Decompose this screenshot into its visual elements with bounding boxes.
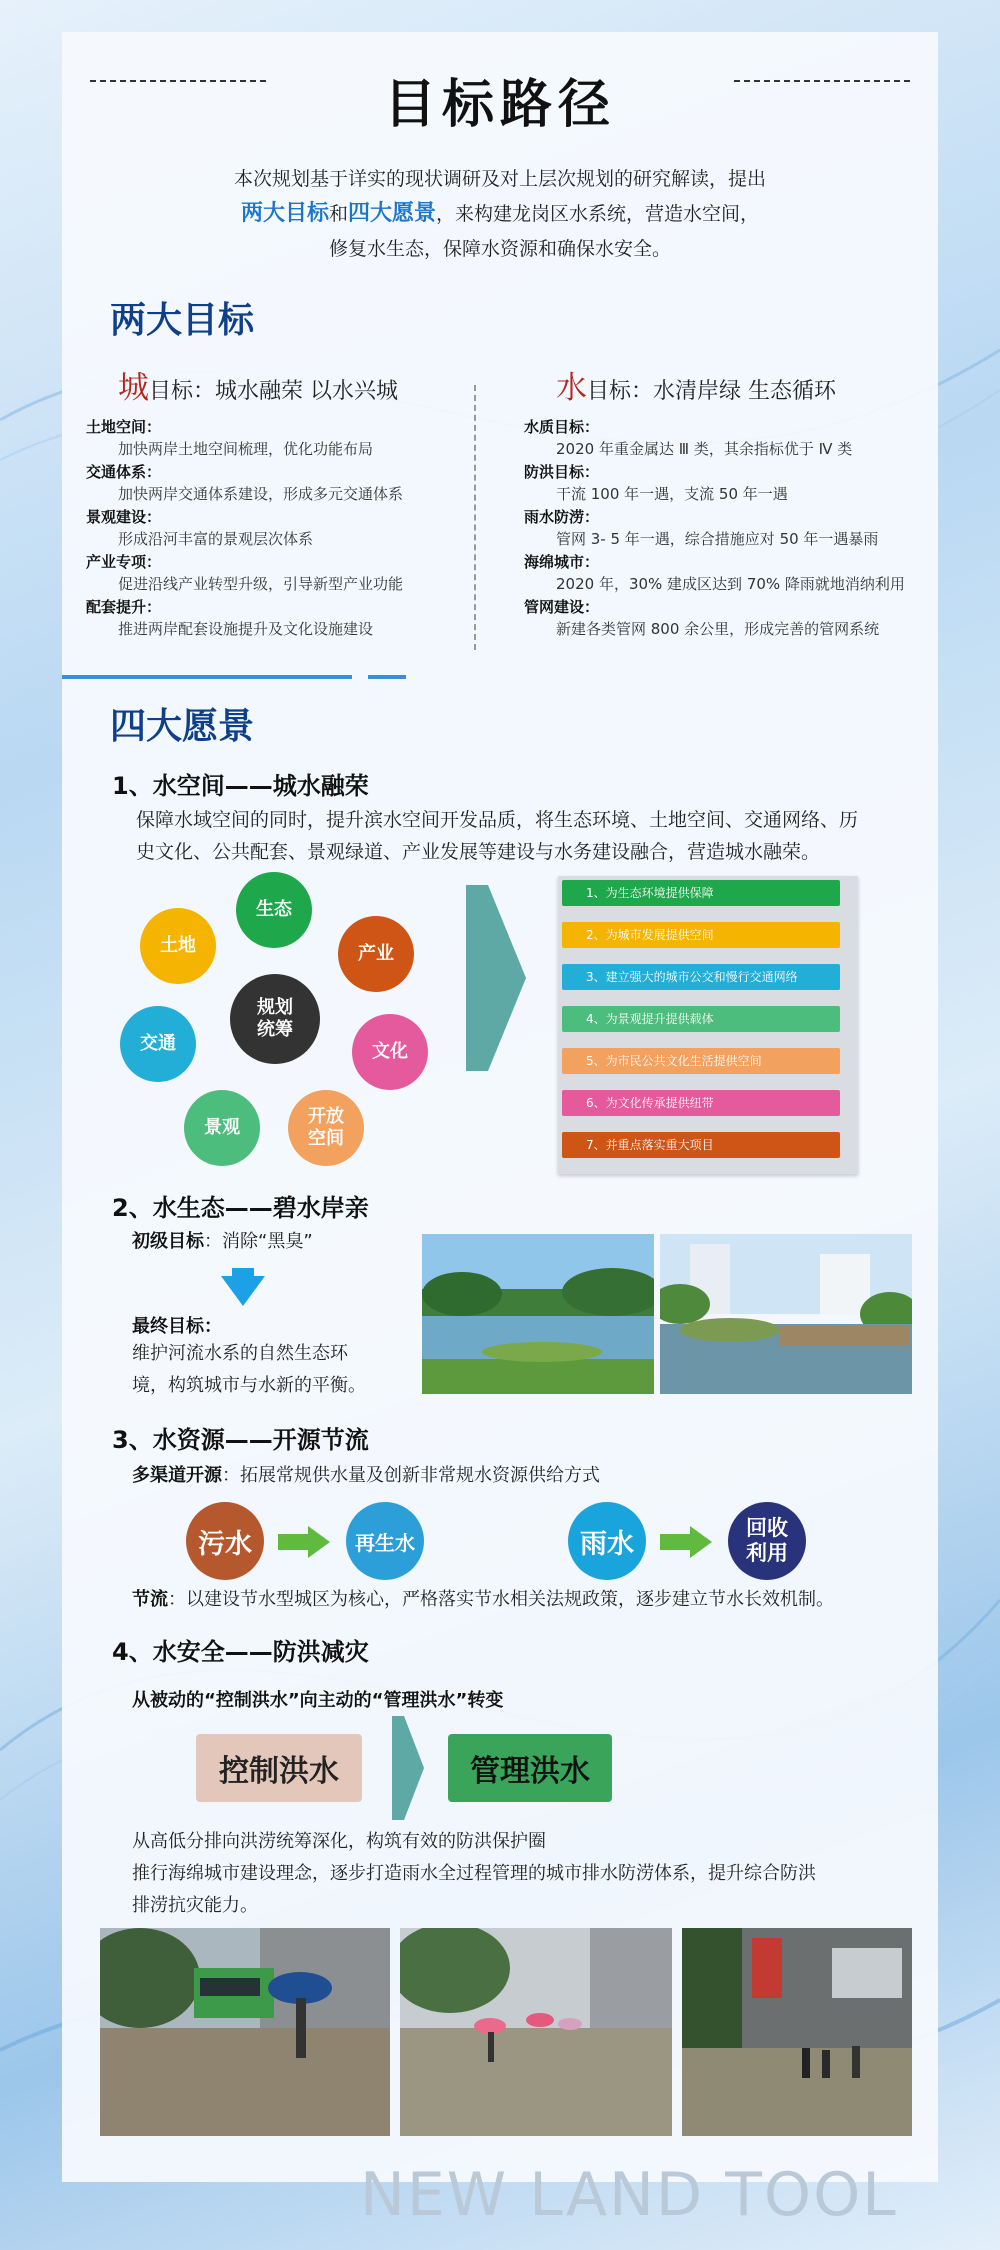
vision-3-save-text: ：以建设节水型城区为核心，严格落实节水相关法规政策，逐步建立节水长效机制。 (168, 1589, 834, 1610)
intro-line-3: 修复水生态，保障水资源和确保水安全。 (328, 238, 671, 260)
city-item-label: 交通体系： (86, 463, 162, 481)
node-landscape: 景观 (184, 1090, 260, 1166)
city-goal-list (86, 416, 403, 641)
rainwater-circle: 雨水 (568, 1502, 646, 1580)
vision-3-save (132, 1584, 834, 1616)
water-item-label: 海绵城市： (524, 553, 600, 571)
vision-bar-6: 6、为文化传承提供纽带 (562, 1090, 840, 1116)
node-land: 土地 (140, 908, 216, 984)
flooded-street-bus-photo (100, 1928, 390, 2136)
green-arrow-icon (660, 1526, 712, 1558)
flooded-street-umbrellas-photo (400, 1928, 672, 2136)
goal-divider (474, 385, 476, 650)
vision-2-initial-label: 初级目标 (132, 1231, 204, 1252)
vision-2-final-text-2: 境，构筑城市与水新的平衡。 (132, 1375, 366, 1396)
water-item-label: 防洪目标： (524, 463, 600, 481)
city-goal-text: 目标：城水融荣 以水兴城 (149, 379, 398, 404)
intro-and: 和 (328, 203, 348, 225)
city-item-value: 加快两岸交通体系建设，形成多元交通体系 (118, 485, 404, 503)
vision-bar-5: 5、为市民公共文化生活提供空间 (562, 1048, 840, 1074)
water-item-value: 管网 3- 5 年一遇，综合措施应对 50 年一遇暴雨 (556, 530, 879, 548)
green-arrow-icon (278, 1526, 330, 1558)
vision-2-final-label: 最终目标： (132, 1316, 222, 1337)
vision-4-text-3: 排涝抗灾能力。 (132, 1895, 258, 1916)
sewage-circle: 污水 (186, 1502, 264, 1580)
city-item-value: 推进两岸配套设施提升及文化设施建设 (118, 620, 374, 638)
node-culture: 文化 (352, 1014, 428, 1090)
down-arrow-icon (221, 1276, 265, 1306)
section-divider-bar (62, 675, 352, 679)
reclaimed-water-circle: 再生水 (346, 1502, 424, 1580)
vision-bar-3: 3、建立强大的城市公交和慢行交通网络 (562, 964, 840, 990)
vision-4-title: 4、水安全——防洪减灾 (112, 1638, 369, 1666)
vision-2-final-text-1: 维护河流水系的自然生态环 (132, 1343, 348, 1364)
water-goal-list (524, 416, 905, 641)
intro-line-2-rest: ，来构建龙岗区水系统，营造水空间， (436, 203, 760, 225)
vision-2-initial (132, 1226, 313, 1258)
city-item-label: 配套提升： (86, 598, 162, 616)
lake-photo (422, 1234, 654, 1394)
vision-1-text-1: 保障水域空间的同时，提升滨水空间开发品质，将生态环境、土地空间、交通网络、历 (136, 809, 859, 831)
water-item-label: 管网建设： (524, 598, 600, 616)
city-item-value: 加快两岸土地空间梳理，优化功能布局 (118, 440, 374, 458)
vision-4-shift: 从被动的“控制洪水”向主动的“管理洪水”转变 (132, 1690, 504, 1711)
city-item-label: 土地空间： (86, 418, 162, 436)
vision-bar-1: 1、为生态环境提供保障 (562, 880, 840, 906)
vision-3-title: 3、水资源——开源节流 (112, 1426, 369, 1454)
vision-2-title: 2、水生态——碧水岸亲 (112, 1194, 369, 1222)
vision-4-text-1: 从高低分排向洪涝统筹深化，构筑有效的防洪保护圈 (132, 1831, 546, 1852)
intro-line-1: 本次规划基于详实的现状调研及对上层次规划的研究解读，提出 (233, 168, 766, 190)
page-title: 目标路径 (383, 74, 616, 135)
water-goal-char: 水 (556, 370, 587, 406)
recycle-use-circle: 回收 利用 (728, 1502, 806, 1580)
vision-bar-4: 4、为景观提升提供载体 (562, 1006, 840, 1032)
city-item-label: 产业专项： (86, 553, 162, 571)
two-goals-heading: 两大目标 (110, 300, 255, 341)
vision-3-save-label: 节流 (132, 1589, 168, 1610)
intro-line-2 (100, 197, 900, 231)
manage-flood-box: 管理洪水 (448, 1734, 612, 1802)
city-item-value: 促进沿线产业转型升级，引导新型产业功能 (118, 575, 404, 593)
water-item-label: 雨水防涝： (524, 508, 600, 526)
node-open-space: 开放 空间 (288, 1090, 364, 1166)
waterfront-park-photo (660, 1234, 912, 1394)
vision-bar-7: 7、并重点落实重大项目 (562, 1132, 840, 1158)
city-item-value: 形成沿河丰富的景观层次体系 (118, 530, 314, 548)
big-right-arrow-icon (466, 885, 526, 1071)
flooded-market-street-photo (682, 1928, 912, 2136)
city-item-label: 景观建设： (86, 508, 162, 526)
water-item-label: 水质目标： (524, 418, 600, 436)
control-flood-box: 控制洪水 (196, 1734, 362, 1802)
city-goal-heading (118, 362, 398, 407)
vision-2-initial-text: ：消除“黑臭” (204, 1231, 313, 1252)
vision-1-text-2: 史文化、公共配套、景观绿道、产业发展等建设与水务建设融合，营造城水融荣。 (136, 841, 821, 863)
vision-bar-2: 2、为城市发展提供空间 (562, 922, 840, 948)
water-item-value: 干流 100 年一遇，支流 50 年一遇 (556, 485, 788, 503)
node-transport: 交通 (120, 1006, 196, 1082)
vision-3-multi-text: ：拓展常规供水量及创新非常规水资源供给方式 (222, 1465, 600, 1486)
planning-center-circle: 规划 统筹 (230, 974, 320, 1064)
water-item-value: 2020 年，30% 建成区达到 70% 降雨就地消纳利用 (556, 575, 905, 593)
water-item-value: 新建各类管网 800 余公里，形成完善的管网系统 (556, 620, 880, 638)
four-visions-heading: 四大愿景 (110, 706, 255, 747)
city-goal-char: 城 (118, 370, 149, 406)
section-divider-bar-short (368, 675, 406, 679)
vision-3-multi (132, 1460, 600, 1492)
water-goal-heading (556, 362, 836, 407)
teal-right-arrow-icon (392, 1716, 424, 1820)
vision-3-multi-label: 多渠道开源 (132, 1465, 222, 1486)
node-industry: 产业 (338, 916, 414, 992)
water-item-value: 2020 年重金属达 Ⅲ 类，其余指标优于 Ⅳ 类 (556, 440, 853, 458)
watermark: NEW LAND TOOL (360, 2160, 898, 2230)
intro-highlight-visions: 四大愿景 (348, 201, 437, 226)
node-ecology: 生态 (236, 872, 312, 948)
water-goal-text: 目标：水清岸绿 生态循环 (587, 379, 836, 404)
intro-highlight-goals: 两大目标 (240, 201, 329, 226)
vision-4-text-2: 推行海绵城市建设理念，逐步打造雨水全过程管理的城市排水防涝体系，提升综合防洪 (132, 1863, 816, 1884)
vision-1-title: 1、水空间——城水融荣 (112, 772, 369, 800)
